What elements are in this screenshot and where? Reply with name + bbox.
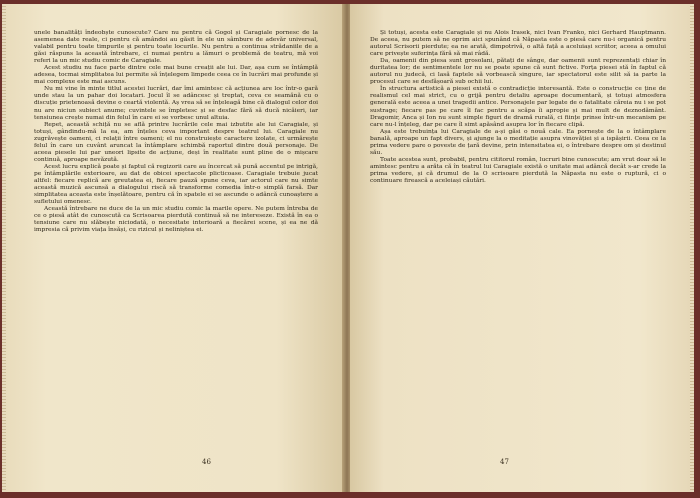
paragraph: Și totuși, acesta este Caragiale și nu Alois Irasek, nici Ivan Franko, nici Gerhard Hauptmann. De aceea, nu putem să ne oprim aici spunând că Năpasta este o piesă care nu-i organică pentru autorul Scrisorii pierdute; ea ne arată, dimpotrivă, o altă față a aceluiași scriitor, aceea a omului care privește suferința fără să mai râdă. [370, 30, 666, 58]
paragraph: Acest lucru explică poate și faptul că regizorii care au încercat să pună accentul pe intrigă, pe întâmplările exterioare, au dat de obicei spectacole plicticoase. Caragiale trebuie jucat altfel: fiecare replică are greutatea ei, fiecare pauză spune ceva, iar actorul care nu simte această muzică ascunsă a dialogului riscă să transforme comedia într-o simplă farsă. Dar simplitatea aceasta este înșelătoare, pentru că în spatele ei se ascunde o adâncă cunoaștere a sufletului omenesc. [34, 163, 318, 206]
paragraph: Repet, această schiță nu se află printre lucrările cele mai izbutite ale lui Caragiale, și totuși, gândindu-mă la ea, am înțeles ceva important despre teatrul lui. Caragiale nu zugrăvește oameni, ci relații între oameni; el nu construiește caractere izolate, ci urmărește felul în care un cuvânt aruncat la întâmplare schimbă raportul dintre două personaje. De aceea piesele lui par uneori lipsite de acțiune, deși în realitate sunt pline de o mișcare continuă, aproape nevăzută. [34, 121, 318, 163]
paragraph: Da, oamenii din piesa sunt grosolani, pătați de sânge, dar oamenii sunt reprezentați chiar în duritatea lor; de sentimentele lor nu se poate spune că sunt fictive. Forța piesei stă în faptul că autorul nu judecă, ci lasă faptele să vorbească singure, iar spectatorul este silit să ia parte la procesul care se desfășoară sub ochii lui. [370, 58, 666, 86]
left-page [6, 4, 344, 492]
paragraph: Așa este trebuința lui Caragiale de a-și găsi o nouă cale. Ea pornește de la o întâmplare banală, aproape un fapt divers, și ajunge la o meditație asupra vinovăției și a ispășirii. Ceea ce la prima vedere pare o poveste de țară devine, prin intensitatea ei, o întrebare despre om și destinul său. [370, 128, 666, 156]
right-page [350, 4, 690, 492]
right-page-edges [690, 4, 694, 492]
paragraph: unele banalități îndeobște cunoscute? Care nu pentru că Gogol și Caragiale pornesc de la asemenea date reale, ci pentru că amândoi au găsit în ele un sâmbure de adevăr universal, valabil pentru toate timpurile și pentru toate locurile. Nu pentru a continua strădaniile de a găsi răspuns la această întrebare, ci numai pentru a lămuri o problemă de teatru, mă voi referi la un mic studiu comic de Caragiale. [34, 30, 318, 65]
left-page-text [34, 30, 318, 234]
paragraph: Toate acestea sunt, probabil, pentru cititorul român, lucruri bine cunoscute; am vrut doar să le amintesc pentru a arăta că în teatrul lui Caragiale există o unitate mai adâncă decât s-ar crede la prima vedere, și că drumul de la O scrisoare pierdută la Năpasta nu este o ruptură, ci o continuare firească a aceleiași căutări. [370, 156, 666, 184]
paragraph: În structura artistică a piesei există o contradicție interesantă. Este o construcție ce ține de realismul cel mai strict, cu o grijă pentru detaliu aproape documentară, și totuși atmosfera generală este aceea a unei tragedii antice. Personajele par legate de o fatalitate căreia nu i se pot sustrage; fiecare pas pe care îl fac pentru a scăpa îi apropie și mai mult de deznodământ. Dragomir, Anca și Ion nu sunt simple figuri de dramă rurală, ci ființe prinse într-un mecanism pe care nu-l înțeleg, dar pe care îl simt apăsând asupra lor în fiecare clipă. [370, 86, 666, 128]
page-number: 46 [202, 458, 211, 466]
page-number: 47 [500, 458, 509, 466]
paragraph: Nu mi vine în minte titlul acestei lucrări, dar îmi amintesc că acțiunea are loc într-o gară unde stau la un pahar doi locatari. Jocul îl se adâncesc și treptat, ceva ce seamănă cu o discuție prietenoasă devine o ceartă violentă. Aș vrea să se înțeleagă bine că dialogul celor doi nu are niciun subiect anume; cuvintele se împletesc și se desfac fără să ducă nicăieri, iar tensiunea crește numai din felul în care ei se vorbesc unul altuia. [34, 86, 318, 121]
right-page-text [370, 30, 666, 185]
paragraph: Această întrebare ne duce de la un mic studiu comic la marile opere. Ne putem întreba de ce o piesă atât de cunoscută ca Scrisoarea pierdută continuă să ne intereseze. Există în ea o tensiune care nu slăbește niciodată, o necesitate interioară a fiecărei scene, și ea ne dă impresia că privim viața însăși, cu rizicul și neliniștea ei. [34, 206, 318, 234]
paragraph: Acest studiu nu face parte dintre cele mai bune creații ale lui. Dar, așa cum se întâmplă adesea, tocmai simplitatea lui permite să înțelegem limpede ceea ce în lucrări mai profunde și mai complexe este mai ascuns. [34, 65, 318, 86]
